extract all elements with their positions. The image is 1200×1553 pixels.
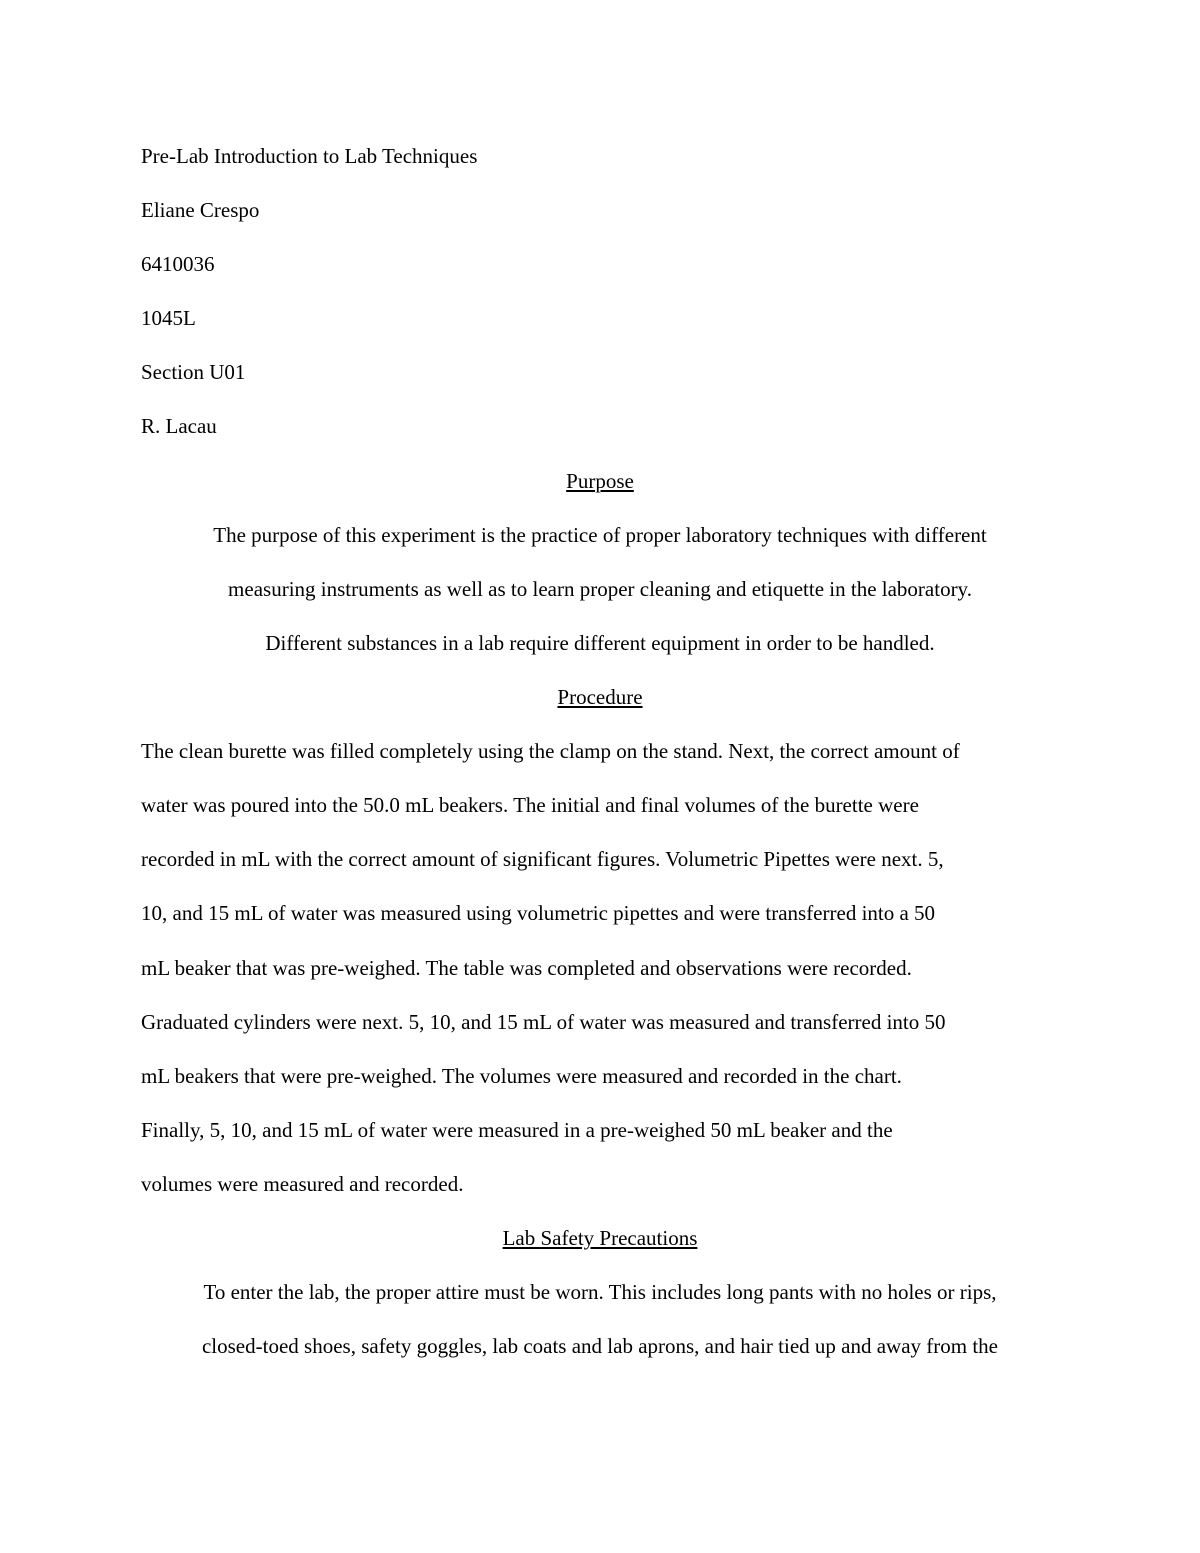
safety-line: closed-toed shoes, safety goggles, lab coats and lab aprons, and hair tied up and away from the [201,1334,998,1358]
safety-line: To enter the lab, the proper attire must be worn. This includes long pants with no holes or rips, [203,1280,997,1304]
author-name: Eliane Crespo [141,198,260,222]
document-title: Pre-Lab Introduction to Lab Techniques [141,144,478,168]
procedure-line: Finally, 5, 10, and 15 mL of water were measured in a pre-weighed 50 mL beaker and the [141,1118,893,1142]
student-id: 6410036 [141,252,215,276]
safety-heading: Lab Safety Precautions [502,1226,698,1250]
instructor-name: R. Lacau [141,414,217,438]
procedure-heading: Procedure [557,685,643,709]
procedure-line: mL beaker that was pre-weighed. The table was completed and observations were recorded. [141,956,912,980]
purpose-line: The purpose of this experiment is the practice of proper laboratory techniques with different [213,523,987,547]
procedure-line: mL beakers that were pre-weighed. The volumes were measured and recorded in the chart. [141,1064,902,1088]
course-number: 1045L [141,306,196,330]
procedure-line: recorded in mL with the correct amount of significant figures. Volumetric Pipettes were next. 5, [141,847,944,871]
procedure-line: Graduated cylinders were next. 5, 10, and 15 mL of water was measured and transferred into 50 [141,1010,946,1034]
procedure-line: 10, and 15 mL of water was measured using volumetric pipettes and were transferred into a 50 [141,901,936,925]
purpose-heading: Purpose [566,469,634,493]
procedure-line: water was poured into the 50.0 mL beakers. The initial and final volumes of the burette were [141,793,919,817]
procedure-line: volumes were measured and recorded. [141,1172,464,1196]
purpose-line: measuring instruments as well as to learn proper cleaning and etiquette in the laboratory. [228,577,972,601]
procedure-line: The clean burette was filled completely using the clamp on the stand. Next, the correct amount of [141,739,960,763]
section-number: Section U01 [141,360,246,384]
purpose-line: Different substances in a lab require different equipment in order to be handled. [265,631,935,655]
